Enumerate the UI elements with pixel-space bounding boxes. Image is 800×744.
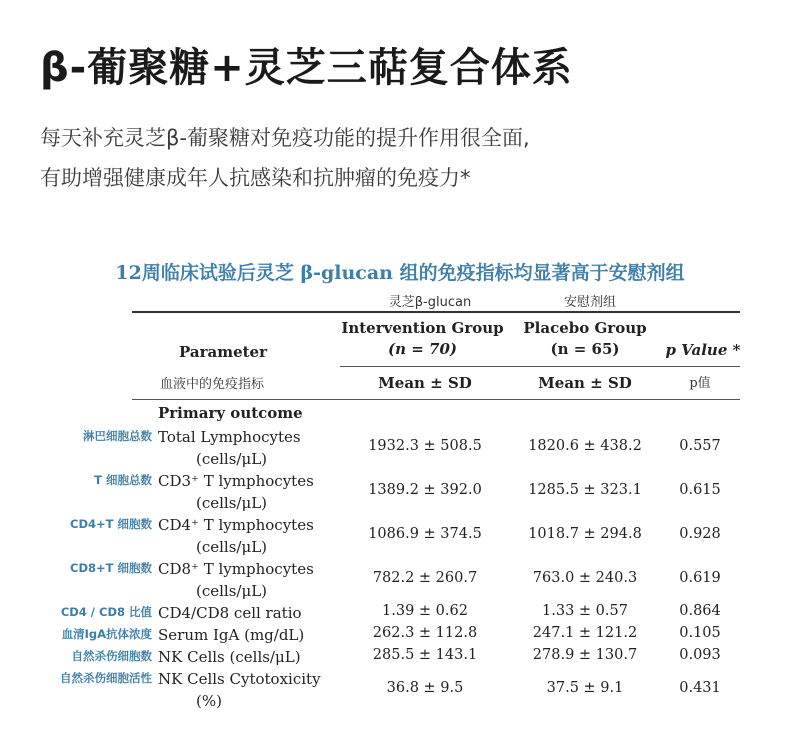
placebo-mean-sd: Mean ± SD xyxy=(538,374,632,392)
placebo-header-label: Placebo Group xyxy=(523,319,647,337)
placebo-n: (n = 65) xyxy=(550,340,620,358)
placebo-zh-label: 安慰剂组 xyxy=(563,295,616,310)
row-zh-label: 自然杀伤细胞活性 xyxy=(60,671,152,685)
row-zh-label: CD4 / CD8 比值 xyxy=(60,605,152,619)
subheader-rule xyxy=(340,366,740,367)
parameter-header: Parameter xyxy=(178,343,267,361)
intervention-value: 262.3 ± 112.8 xyxy=(372,625,478,641)
table-title: 12周临床试验后灵芝 β-glucan 组的免疫指标均显著高于安慰剂组 xyxy=(115,262,685,284)
row-parameter: NK Cells (cells/μL) xyxy=(158,648,301,666)
row-parameter: CD3⁺ T lymphocytes (cells/μL) xyxy=(158,472,314,512)
p-value: 0.615 xyxy=(679,482,721,498)
intervention-value: 782.2 ± 260.7 xyxy=(372,570,478,586)
placebo-value: 278.9 ± 130.7 xyxy=(532,647,638,663)
intervention-zh-label: 灵芝β-glucan xyxy=(388,295,472,310)
subtitle-line-2: 有助增强健康成年人抗感染和抗肿瘤的免疫力* xyxy=(40,166,471,190)
intervention-value: 1389.2 ± 392.0 xyxy=(368,482,482,498)
p-value: 0.928 xyxy=(679,526,721,542)
placebo-header xyxy=(505,318,665,360)
row-zh-label: CD4+T 细胞数 xyxy=(70,517,152,531)
intervention-header-label: Intervention Group xyxy=(341,319,504,337)
subtitle-line-1: 每天补充灵芝β-葡聚糖对免疫功能的提升作用很全面, xyxy=(40,126,530,150)
header-bottom-rule xyxy=(132,399,740,400)
primary-outcome-label: Primary outcome xyxy=(158,404,303,422)
p-value: 0.431 xyxy=(679,680,721,696)
intervention-n: (n = 70) xyxy=(388,340,457,358)
intervention-header xyxy=(335,318,510,360)
row-zh-label: 自然杀伤细胞数 xyxy=(71,649,152,663)
p-value: 0.557 xyxy=(679,438,721,454)
page-title: β-葡聚糖+灵芝三萜复合体系 xyxy=(40,45,573,91)
row-zh-label: T 细胞总数 xyxy=(94,473,152,487)
table-top-rule xyxy=(132,311,740,313)
row-parameter: CD8⁺ T lymphocytes (cells/μL) xyxy=(158,560,314,600)
p-value: 0.864 xyxy=(679,603,721,619)
placebo-value: 1.33 ± 0.57 xyxy=(542,603,628,619)
placebo-value: 37.5 ± 9.1 xyxy=(546,680,624,696)
intervention-value: 1.39 ± 0.62 xyxy=(382,603,468,619)
row-parameter: Serum IgA (mg/dL) xyxy=(158,626,305,644)
row-zh-label: CD8+T 细胞数 xyxy=(70,561,152,575)
row-parameter: CD4/CD8 cell ratio xyxy=(158,604,302,622)
placebo-value: 1285.5 ± 323.1 xyxy=(528,482,642,498)
parameter-header-zh: 血液中的免疫指标 xyxy=(160,377,265,392)
p-value: 0.105 xyxy=(679,625,721,641)
intervention-value: 1932.3 ± 508.5 xyxy=(368,438,482,454)
p-value-header-zh: p值 xyxy=(689,376,711,391)
row-parameter: CD4⁺ T lymphocytes (cells/μL) xyxy=(158,516,314,556)
subtitle xyxy=(40,118,760,198)
p-value: 0.619 xyxy=(679,570,721,586)
intervention-value: 285.5 ± 143.1 xyxy=(372,647,478,663)
placebo-value: 1820.6 ± 438.2 xyxy=(528,438,642,454)
placebo-value: 763.0 ± 240.3 xyxy=(532,570,638,586)
intervention-value: 36.8 ± 9.5 xyxy=(386,680,464,696)
p-value-header: p Value * xyxy=(665,341,741,359)
row-zh-label: 淋巴细胞总数 xyxy=(83,429,152,443)
placebo-value: 1018.7 ± 294.8 xyxy=(528,526,642,542)
p-value: 0.093 xyxy=(679,647,721,663)
intervention-value: 1086.9 ± 374.5 xyxy=(368,526,482,542)
row-parameter: Total Lymphocytes (cells/μL) xyxy=(158,428,301,468)
row-parameter: NK Cells Cytotoxicity (%) xyxy=(158,670,321,710)
row-zh-label: 血清IgA抗体浓度 xyxy=(61,627,152,641)
placebo-value: 247.1 ± 121.2 xyxy=(532,625,638,641)
intervention-mean-sd: Mean ± SD xyxy=(378,374,472,392)
